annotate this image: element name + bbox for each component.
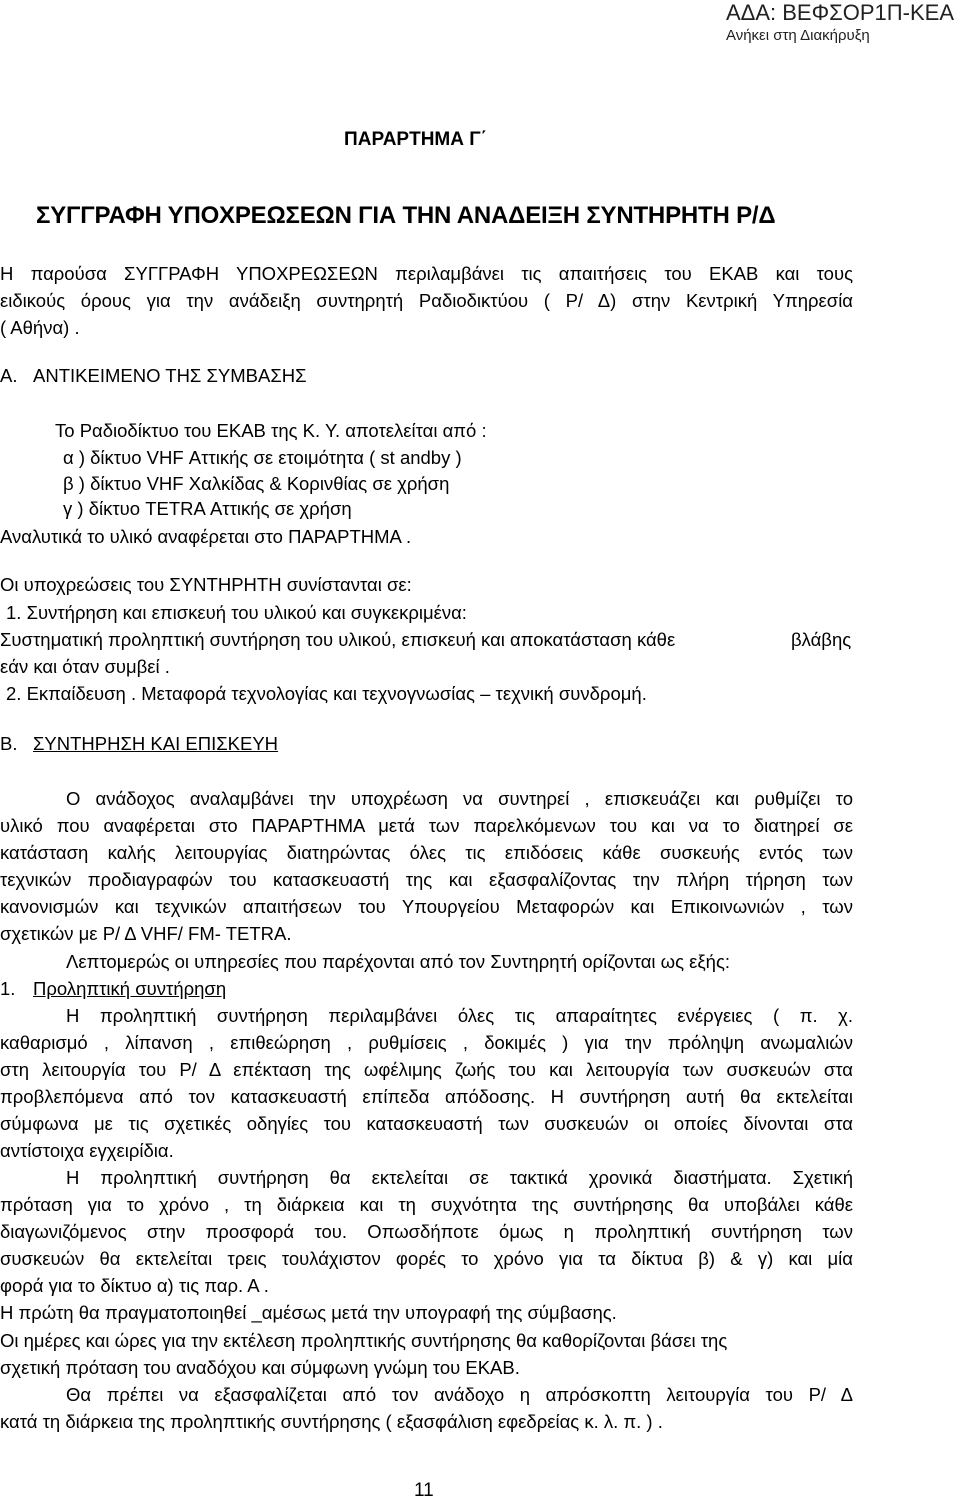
intro-line-1: Η παρούσα ΣΥΓΓΡΑΦΗ ΥΠΟΧΡΕΩΣΕΩΝ περιλαμβάνει τις απαιτήσεις του ΕΚΑΒ και τους [0, 263, 853, 284]
obligation-item-1: 1. Συντήρηση και επισκευή του υλικού και συγκεκριμένα: [6, 602, 467, 623]
sub1-p1-line-6: αντίστοιχα εγχειρίδια. [0, 1140, 174, 1161]
sub1-p1-line-3: στη λειτουργία του Ρ/ Δ επέκταση της ωφέλιμης ζωής του και λειτουργία των συσκευών στα [0, 1059, 853, 1080]
belongs-note: Ανήκει στη Διακήρυξη [725, 27, 870, 44]
sub1-p2-line-3: διαγωνιζόμενος στην προσφορά του. Οπωσδήποτε όμως η προληπτική συντήρηση των [0, 1221, 853, 1242]
page-number: 11 [414, 1480, 434, 1501]
sub1-p2-line-4: συσκευών θα εκτελείται τρεις τουλάχιστον φορές το χρόνο για τα δίκτυα β) & γ) και μία [0, 1248, 853, 1269]
section-b-para1-line-1: Ο ανάδοχος αναλαμβάνει την υποχρέωση να συντηρεί , επισκευάζει και ρυθμίζει το [66, 788, 853, 809]
section-b-letter: Β. [0, 733, 18, 754]
section-b-para1-line-6: σχετικών με Ρ/ Δ VHF/ FM- TETRA. [0, 923, 292, 944]
section-b-para1-line-2: υλικό που αναφέρεται στο ΠΑΡΑΡΤΗΜΑ μετά των παρελκόμενων του και να το διατηρεί σε [0, 815, 853, 836]
section-b-para1-line-3: κατάσταση καλής λειτουργίας διατηρώντας όλες τις επιδόσεις κάθε συσκευής εντός των [0, 842, 853, 863]
sub1-number: 1. [0, 978, 16, 999]
page-header [726, 0, 954, 46]
document-title: ΣΥΓΓΡΑΦΗ ΥΠΟΧΡΕΩΣΕΩΝ ΓΙΑ ΤΗΝ ΑΝΑΔΕΙΞΗ ΣΥΝΤΗΡΗΤΗ Ρ/Δ [36, 202, 776, 229]
section-a-line-4: γ ) δίκτυο TETRA Αττικής σε χρήση [63, 498, 352, 519]
sub1-p4-line-1: Οι ημέρες και ώρες για την εκτέλεση προληπτικής συντήρησης θα καθορίζονται βάσει της [0, 1330, 728, 1351]
sub1-p5-line-1: Θα πρέπει να εξασφαλίζεται από τον ανάδοχο η απρόσκοπτη λειτουργία του Ρ/ Δ [66, 1384, 853, 1405]
sub1-p3: Η πρώτη θα πραγματοποιηθεί _αμέσως μετά την υπογραφή της σύμβασης. [0, 1302, 617, 1323]
section-b-para1-line-5: κανονισμών και τεχνικών απαιτήσεων του Υπουργείου Μεταφορών και Επικοινωνιών , των [0, 896, 853, 917]
sub1-p4-line-2: σχετική πρόταση του αναδόχου και σύμφωνη γνώμη του ΕΚΑΒ. [0, 1357, 520, 1378]
section-a-line-3: β ) δίκτυο VHF Χαλκίδας & Κορινθίας σε χρήση [63, 473, 450, 494]
sub1-p1-line-2: καθαρισμό , λίπανση , επιθεώρηση , ρυθμίσεις , δοκιμές ) για την πρόληψη ανωμαλιών [0, 1032, 853, 1053]
obligation-item-1-desc-2: εάν και όταν συμβεί . [0, 656, 170, 677]
section-a-line-2: α ) δίκτυο VHF Αττικής σε ετοιμότητα ( st andby ) [63, 447, 462, 468]
obligation-item-1-desc-b: βλάβης [791, 629, 852, 650]
section-b-heading: ΣΥΝΤΗΡΗΣΗ ΚΑΙ ΕΠΙΣΚΕΥΗ [33, 733, 279, 754]
ada-code: ΑΔΑ: ΒΕΦΣΟΡ1Π-ΚΕΑ [725, 0, 954, 25]
sub1-p2-line-5: φορά για το δίκτυο α) τις παρ. Α . [0, 1275, 269, 1296]
sub1-heading: Προληπτική συντήρηση [33, 978, 227, 999]
section-a-line-5: Αναλυτικά το υλικό αναφέρεται στο ΠΑΡΑΡΤΗΜΑ . [0, 526, 412, 547]
sub1-p1-line-1: Η προληπτική συντήρηση περιλαμβάνει όλες τις απαραίτητες ενέργειες ( π. χ. [66, 1005, 853, 1026]
sub1-p2-line-1: Η προληπτική συντήρηση θα εκτελείται σε τακτικά χρονικά διαστήματα. Σχετική [66, 1167, 853, 1188]
obligation-item-2: 2. Εκπαίδευση . Μεταφορά τεχνολογίας και τεχνογνωσίας – τεχνική συνδρομή. [6, 683, 647, 704]
sub1-p1-line-5: σύμφωνα με τις σχετικές οδηγίες του κατασκευαστή των συσκευών οι οποίες δίνονται στα [0, 1113, 853, 1134]
section-a-line-1: Το Ραδιοδίκτυο του ΕΚΑΒ της Κ. Υ. αποτελείται από : [55, 420, 487, 441]
section-b-para2: Λεπτομερώς οι υπηρεσίες που παρέχονται από τον Συντηρητή ορίζονται ως εξής: [66, 951, 731, 972]
section-a-heading: ΑΝΤΙΚΕΙΜΕΝΟ ΤΗΣ ΣΥΜΒΑΣΗΣ [33, 365, 307, 386]
sub1-p5-line-2: κατά τη διάρκεια της προληπτικής συντήρησης ( εξασφάλιση εφεδρείας κ. λ. π. ) . [0, 1411, 663, 1432]
sub1-p2-line-2: πρόταση για το χρόνο , τη διάρκεια και τη συχνότητα της συντήρησης θα υποβάλει κάθε [0, 1194, 853, 1215]
sub1-p1-line-4: προβλεπόμενα από τον κατασκευαστή επίπεδα απόδοσης. Η συντήρηση αυτή θα εκτελείται [0, 1086, 853, 1107]
intro-line-3: ( Αθήνα) . [0, 317, 80, 338]
annex-title: ΠΑΡΑΡΤΗΜΑ Γ΄ [344, 129, 488, 150]
section-b-para1-line-4: τεχνικών προδιαγραφών του κατασκευαστή της και εξασφαλίζοντας την πλήρη τήρηση των [0, 869, 853, 890]
obligations-intro: Οι υποχρεώσεις του ΣΥΝΤΗΡΗΤΗ συνίστανται σε: [0, 574, 412, 595]
intro-line-2: ειδικούς όρους για την ανάδειξη συντηρητή Ραδιοδικτύου ( Ρ/ Δ) στην Κεντρική Υπηρεσία [0, 290, 853, 311]
obligation-item-1-desc-a: Συστηματική προληπτική συντήρηση του υλικού, επισκευή και αποκατάσταση κάθε [0, 629, 676, 650]
section-a-letter: Α. [0, 365, 18, 386]
